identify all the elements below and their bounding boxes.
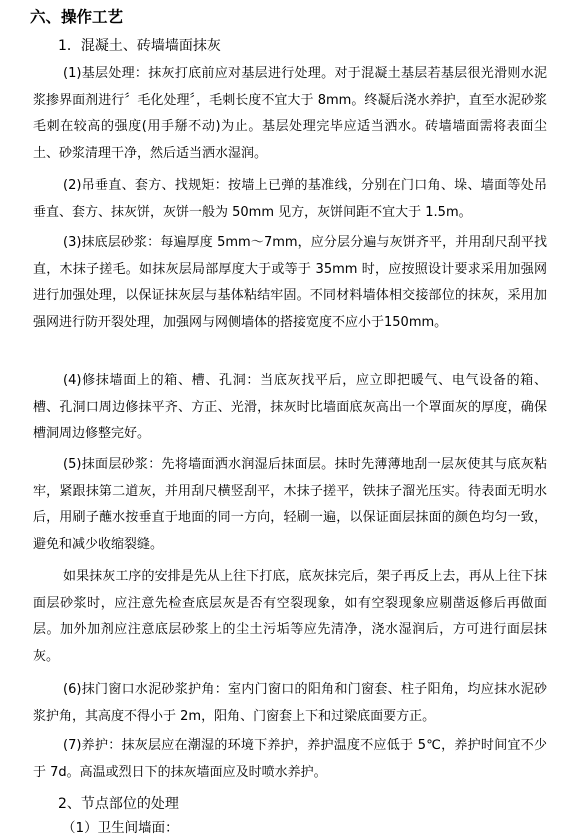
paragraph-plumb-square: (2)吊垂直、套方、找规矩：按墙上已弹的基准线，分别在门口角、垛、墙面等处吊垂直、套方、抹灰饼，灰饼一般为 50mm 见方，灰饼间距不宜大于 1.5m。 [33, 178, 547, 220]
subsection-title-2: 2、节点部位的处理 [58, 796, 179, 812]
paragraph-corner-protection: (6)抹门窗口水泥砂浆护角：室内门窗口的阳角和门窗套、柱子阳角，均应抹水泥砂浆护角，其高度不得小于 2m，阳角、门窗套上下和过梁底面要方正。 [33, 682, 547, 724]
subsection-item-bathroom-wall: （1）卫生间墙面： [62, 820, 179, 836]
paragraph-boxes-holes: (4)修抹墙面上的箱、槽、孔洞：当底灰找平后，应立即把暖气、电气设备的箱、槽、孔洞口周边修抹平齐、方正、光滑，抹灰时比墙面底灰高出一个罩面灰的厚度，确保槽洞周边修整完好。 [33, 373, 547, 442]
paragraph-surface-mortar: (5)抹面层砂浆：先将墙面洒水润湿后抹面层。抹时先薄薄地刮一层灰使其与底灰粘牢，紧跟抹第二道灰，并用刮尺横竖刮平，木抹子搓平，铁抹子溜光压实。待表面无明水后，用刷子蘸水按垂直于地面的同一方向，轻刷一遍，以保证面层抹面的颜色均匀一致，避免和减少收缩裂缝。 [33, 457, 547, 552]
paragraph-base-mortar: (3)抹底层砂浆：每遍厚度 5mm～7mm，应分层分遍与灰饼齐平，并用刮尺刮平找直，木抹子搓毛。如抹灰层局部厚度大于或等于 35mm 时，应按照设计要求采用加强网进行加强处理，以保证抹灰层与基体粘结牢固。不同材料墙体相交接部位的抹灰，采用加强网进行防开裂处理，加强网与网侧墙体的搭接宽度不应小于150mm。 [33, 235, 547, 330]
paragraph-sequence-note: 如果抹灰工序的安排是先从上往下打底，底灰抹完后，架子再反上去，再从上往下抹面层砂浆时，应注意先检查底层灰是否有空裂现象，如有空裂现象应剔凿返修后再做面层。加外加剂应注意底层砂浆上的尘土污垢等应先清净，浇水湿润后，方可进行面层抹灰。 [33, 569, 547, 664]
paragraph-base-treatment: (1)基层处理：抹灰打底前应对基层进行处理。对于混凝土基层若基层很光滑则水泥浆掺界面剂进行〞毛化处理〞，毛刺长度不宜大于 8mm。终凝后浇水养护，直至水泥砂浆毛刺在较高的强度(用手掰不动)为止。基层处理完毕应适当洒水。砖墙墙面需将表面尘土、砂浆清理干净，然后适当洒水湿润。 [33, 66, 547, 161]
section-heading: 六、操作工艺 [30, 8, 124, 26]
paragraph-curing: (7)养护：抹灰层应在潮湿的环境下养护，养护温度不应低于 5℃，养护时间宜不少于 7d。高温或烈日下的抹灰墙面应及时喷水养护。 [33, 738, 547, 780]
subsection-title-1: 1．混凝土、砖墙墙面抹灰 [58, 38, 221, 54]
